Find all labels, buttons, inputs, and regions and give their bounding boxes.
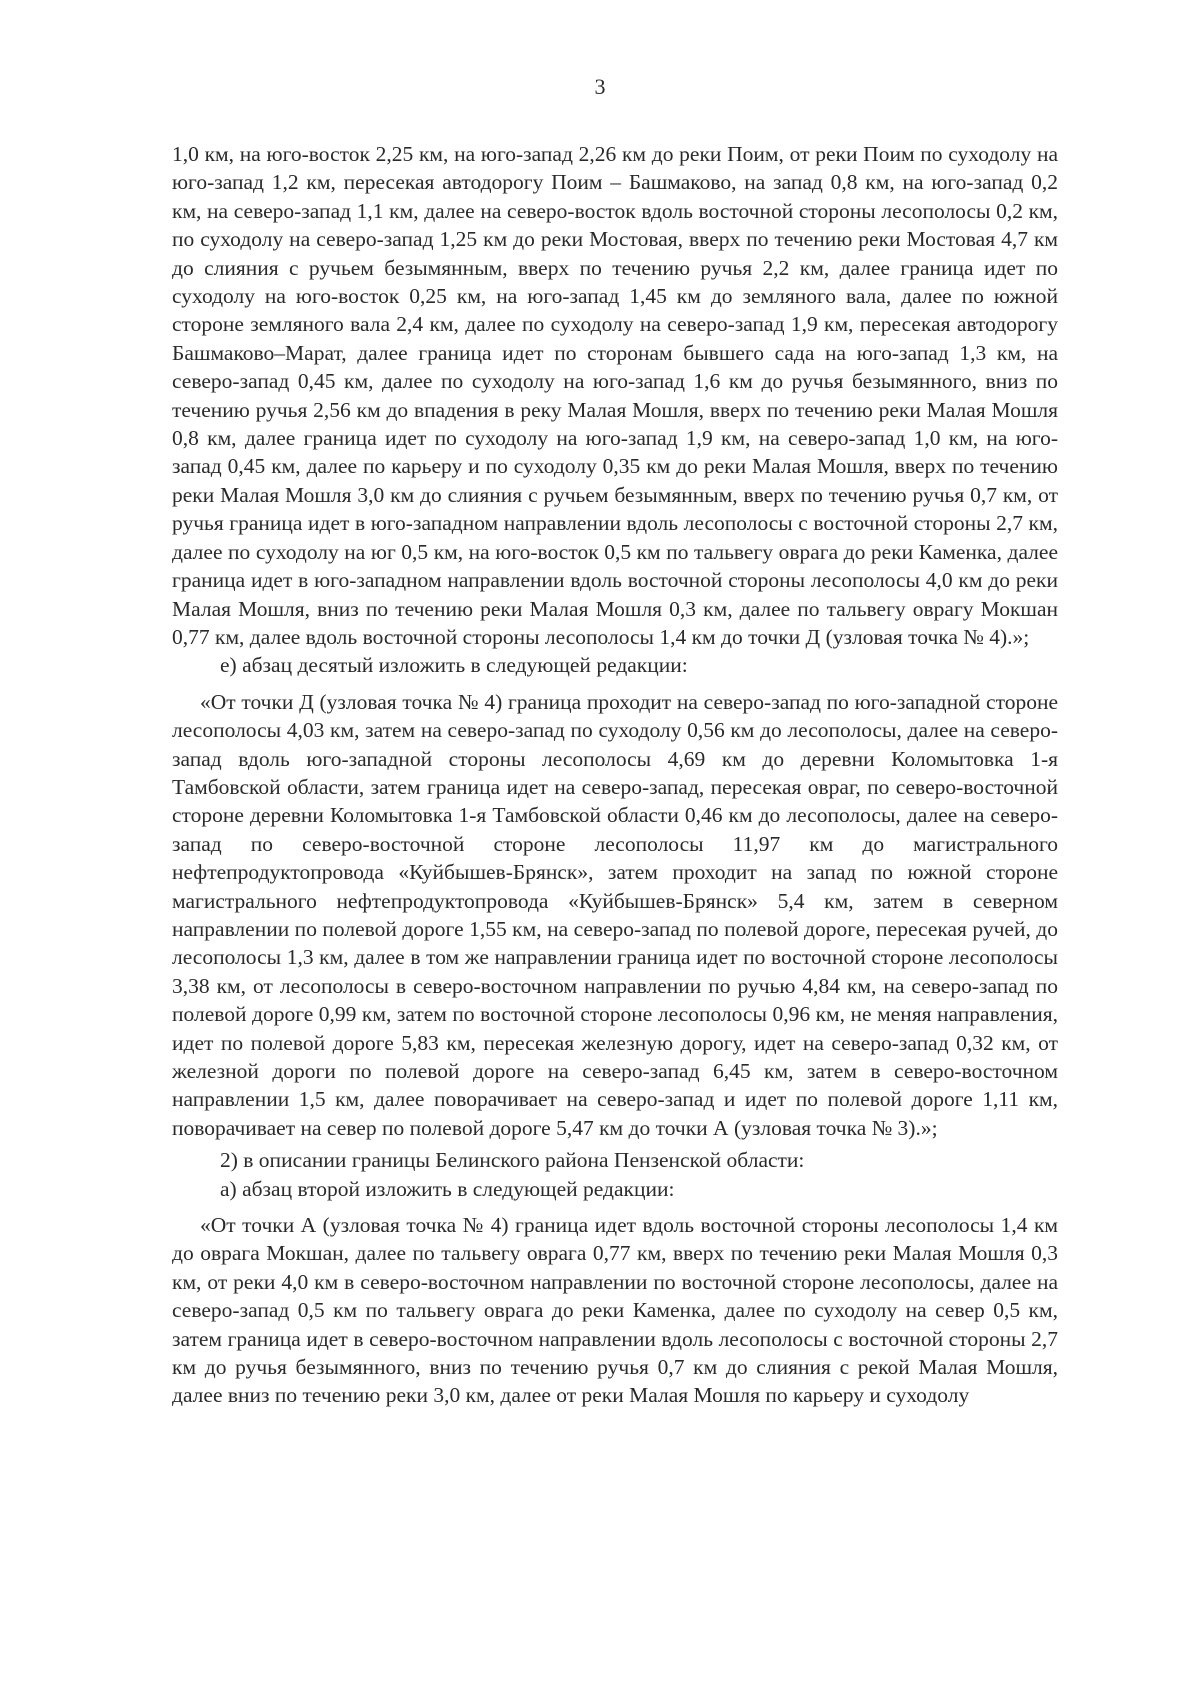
page-number: 3 xyxy=(594,74,606,99)
paragraph-item-2: 2) в описании границы Белинского района Пензенской области: xyxy=(220,1148,805,1173)
paragraph-boundary-continuation: 1,0 км, на юго-восток 2,25 км, на юго-запад 2,26 км до реки Поим, от реки Поим по суходолу на юго-запад 1,2 км, пересекая автодорогу Поим – Башмаково, на запад 0,8 км, на юго-запад 0,2 км, на северо-запад 1,1 км, далее на северо-восток вдоль восточной стороны лесополосы 0,2 км, по суходолу на северо-запад 1,25 км до реки Мостовая, вверх по течению реки Мостовая 4,7 км до слияния с ручьем безымянным, вверх по течению ручья 2,2 км, далее граница идет по суходолу на юго-восток 0,25 км, на юго-запад 1,45 км до земляного вала, далее по южной стороне земляного вала 2,4 км, далее по суходолу на северо-запад 1,9 км, пересекая автодорогу Башмаково–Марат, далее граница идет по сторонам бывшего сада на юго-запад 1,3 км, на северо-запад 0,45 км, далее по суходолу на юго-запад 1,6 км до ручья безымянного, вниз по течению ручья 2,56 км до впадения в реку Малая Мошля, вверх по течению реки Малая Мошля 0,8 км, далее граница идет по суходолу на юго-запад 1,9 км, на северо-запад 1,0 км, на юго-запад 0,45 км, далее по карьеру и по суходолу 0,35 км до реки Малая Мошля, вверх по течению реки Малая Мошля 3,0 км до слияния с ручьем безымянным, вверх по течению ручья 0,7 км, от ручья граница идет в юго-западном направлении вдоль лесополосы с восточной стороны 2,7 км, далее по суходолу на юг 0,5 км, на юго-восток 0,5 км по тальвегу оврага до реки Каменка, далее граница идет в юго-западном направлении вдоль восточной стороны лесополосы 4,0 км до реки Малая Мошля, вниз по течению реки Малая Мошля 0,3 км, далее по тальвегу оврагу Мокшан 0,77 км, далее вдоль восточной стороны лесополосы 1,4 км до точки Д (узловая точка № 4).»; xyxy=(172,142,1058,649)
paragraph-subitem-a: а) абзац второй изложить в следующей редакции: xyxy=(220,1176,675,1201)
paragraph-subitem-e: е) абзац десятый изложить в следующей редакции: xyxy=(220,653,688,678)
paragraph-quote-point-a: «От точки А (узловая точка № 4) граница идет вдоль восточной стороны лесополосы 1,4 км до оврага Мокшан, далее по тальвегу оврага 0,77 км, вверх по течению реки Малая Мошля 0,3 км, от реки 4,0 км в северо-восточном направлении по восточной стороне лесополосы, далее на северо-запад 0,5 км по тальвегу оврага до реки Каменка, далее по суходолу на север 0,5 км, затем граница идет в северо-восточном направлении вдоль лесополосы с восточной стороны 2,7 км до ручья безымянного, вниз по течению ручья 0,7 км до слияния с рекой Малая Мошля, далее вниз по течению реки 3,0 км, далее от реки Малая Мошля по карьеру и суходолу xyxy=(172,1213,1058,1408)
paragraph-quote-point-d: «От точки Д (узловая точка № 4) граница проходит на северо-запад по юго-западной стороне лесополосы 4,03 км, затем на северо-запад по суходолу 0,56 км до лесополосы, далее на северо-запад вдоль юго-западной стороны лесополосы 4,69 км до деревни Коломытовка 1-я Тамбовской области, затем граница идет на северо-запад, пересекая овраг, по северо-восточной стороне деревни Коломытовка 1-я Тамбовской области 0,46 км до лесополосы, далее на северо-запад по северо-восточной стороне лесополосы 11,97 км до магистрального нефтепродуктопровода «Куйбышев-Брянск», затем проходит на запад по южной стороне магистрального нефтепродуктопровода «Куйбышев-Брянск» 5,4 км, затем в северном направлении по полевой дороге 1,55 км, на северо-запад по полевой дороге, пересекая ручей, до лесополосы 1,3 км, далее в том же направлении граница идет по восточной стороне лесополосы 3,38 км, от лесополосы в северо-восточном направлении по ручью 4,84 км, на северо-запад по полевой дороге 0,99 км, затем по восточной стороне лесополосы 0,96 км, не меняя направления, идет по полевой дороге 5,83 км, пересекая железную дорогу, идет на северо-запад 0,32 км, от железной дороги по полевой дороге на северо-запад 6,45 км, затем в северо-восточном направлении 1,5 км, далее поворачивает на северо-запад и идет по полевой дороге 1,11 км, поворачивает на север по полевой дороге 5,47 км до точки А (узловая точка № 3).»; xyxy=(172,689,1058,1140)
document-body xyxy=(172,140,1058,1410)
